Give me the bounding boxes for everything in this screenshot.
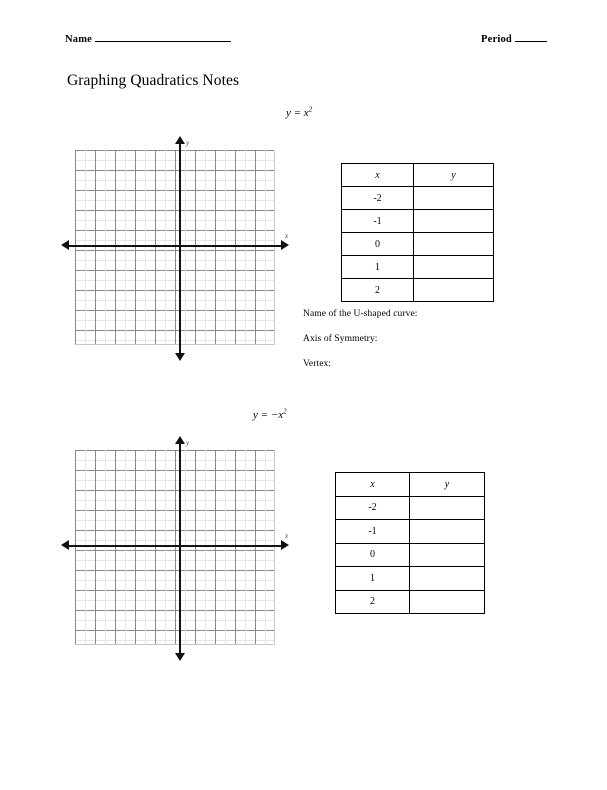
table-row [336,543,485,567]
page-title: Graphing Quadratics Notes [67,72,240,89]
name-write-line[interactable] [95,41,231,42]
table-cell-y[interactable] [414,210,494,233]
table-cell-x: -2 [342,187,414,210]
equation-2 [253,409,287,421]
value-table-1[interactable] [341,163,494,302]
x-axis-left-arrow-icon-2 [61,540,69,550]
equation-1-exponent: 2 [308,105,313,114]
table-cell-x: -1 [336,520,410,544]
table-row [342,279,494,302]
prompt-vertex: Vertex: [303,359,332,369]
equation-2-base: y = −x [253,409,284,421]
x-axis-label-2: x [285,532,289,540]
name-label: Name [65,34,93,45]
table-row [336,567,485,591]
grid-lines-1 [75,150,275,345]
table-header-row [342,164,494,187]
table-cell-y[interactable] [414,256,494,279]
y-axis-label-2: y [186,439,190,447]
table-cell-x: 1 [336,567,410,591]
y-axis-down-arrow-icon-1 [175,353,185,361]
table-cell-y[interactable] [410,520,485,544]
period-write-line[interactable] [515,41,547,42]
x-axis-right-arrow-icon-1 [281,240,289,250]
x-axis-right-arrow-icon-2 [281,540,289,550]
x-axis-1 [67,245,283,247]
table-header-y: y [410,473,485,497]
name-field-block [65,34,231,45]
table-cell-x: -1 [342,210,414,233]
table-header-row [336,473,485,497]
equation-1 [286,107,312,119]
table-cell-y[interactable] [410,567,485,591]
prompt-curve-name: Name of the U-shaped curve: [303,309,418,319]
y-axis-up-arrow-icon-2 [175,436,185,444]
table-row [336,590,485,614]
y-axis-1 [179,142,181,353]
period-field-block [481,34,547,45]
coordinate-grid-1[interactable] [75,139,289,345]
table-row [342,233,494,256]
value-table-2[interactable] [335,472,485,614]
table-row [336,520,485,544]
table-cell-x: -2 [336,496,410,520]
table-cell-x: 2 [336,590,410,614]
table-cell-y[interactable] [410,590,485,614]
table-cell-x: 1 [342,256,414,279]
equation-2-exponent: 2 [283,407,287,416]
table-row [342,187,494,210]
table-row [336,496,485,520]
grid-lines-2 [75,450,275,645]
table-header-y: y [414,164,494,187]
table-header-x: x [336,473,410,497]
y-axis-up-arrow-icon-1 [175,136,185,144]
table-cell-x: 0 [342,233,414,256]
table-header-x: x [342,164,414,187]
table-cell-y[interactable] [414,279,494,302]
x-axis-left-arrow-icon-1 [61,240,69,250]
table-cell-x: 0 [336,543,410,567]
period-label: Period [481,34,512,45]
table-cell-y[interactable] [414,233,494,256]
coordinate-grid-2[interactable] [75,439,289,645]
table-cell-y[interactable] [410,496,485,520]
y-axis-down-arrow-icon-2 [175,653,185,661]
x-axis-2 [67,545,283,547]
table-cell-y[interactable] [414,187,494,210]
y-axis-2 [179,442,181,653]
equation-1-base: y = x [286,107,309,119]
prompt-axis-of-symmetry: Axis of Symmetry: [303,334,378,344]
y-axis-label-1: y [186,139,190,147]
table-row [342,256,494,279]
table-cell-x: 2 [342,279,414,302]
x-axis-label-1: x [285,232,289,240]
table-row [342,210,494,233]
table-cell-y[interactable] [410,543,485,567]
